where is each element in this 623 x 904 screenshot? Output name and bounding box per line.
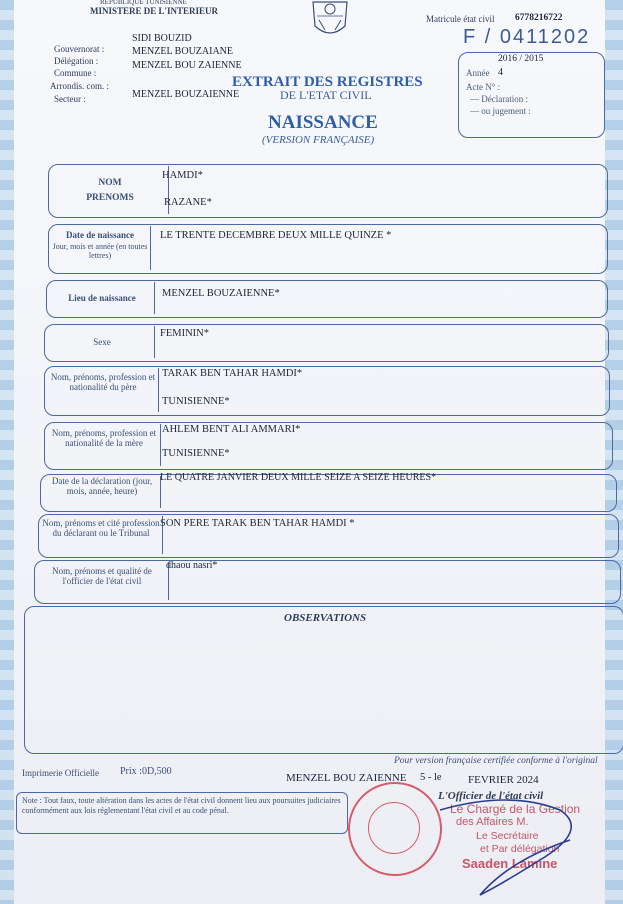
mere-value: AHLEM BENT ALI AMMARI* xyxy=(162,424,301,435)
stamp-line-1: Le Chargé de la Gestion xyxy=(450,802,581,816)
imprimerie: Imprimerie Officielle xyxy=(22,768,100,778)
lieu-signature: MENZEL BOU ZAIENNE xyxy=(286,772,407,784)
declaration-label: Date de la déclaration (jour, mois, année, heure) xyxy=(51,476,153,497)
declarant-label: Nom, prénoms et cité profession du déclarant ou le Tribunal xyxy=(42,518,160,539)
secteur-label: Secteur : xyxy=(54,94,86,104)
date-naissance-sub: Jour, mois et année (en toutes lettres) xyxy=(52,242,148,261)
mere-nationalite: TUNISIENNE* xyxy=(162,448,230,459)
sexe-value: FEMININ* xyxy=(160,328,209,339)
observations-title: OBSERVATIONS xyxy=(284,612,367,624)
prix: Prix :0D,500 xyxy=(120,766,172,777)
republic-text: REPUBLIQUE TUNISIENNE xyxy=(100,0,187,6)
nom-label: NOM xyxy=(98,178,122,188)
year-range: 2016 / 2015 xyxy=(498,54,544,64)
officier-value: dhaou nasri* xyxy=(166,560,218,571)
date-prefix: 5 - le xyxy=(420,772,442,783)
lieu-label: Lieu de naissance xyxy=(68,293,136,303)
row-nom xyxy=(48,164,608,218)
title-extrait: EXTRAIT DES REGISTRES xyxy=(232,74,423,90)
serial-number: F / 0411202 xyxy=(463,26,591,48)
divider xyxy=(154,326,155,358)
arrondis-label: Arrondis. com. : xyxy=(50,81,109,91)
gouvernorat-value: SIDI BOUZID xyxy=(132,33,192,44)
annee-label: Année xyxy=(466,68,490,78)
matricule-value: 6778216722 xyxy=(515,13,563,23)
lieu-value: MENZEL BOUZAIENNE* xyxy=(162,288,280,299)
title-version: (VERSION FRANÇAISE) xyxy=(262,134,375,146)
officier-signature-label: L'Officier de l'état civil xyxy=(438,790,544,802)
title-etat-civil: DE L'ETAT CIVIL xyxy=(280,88,372,102)
observations-box xyxy=(24,606,623,754)
prenom-value: RAZANE* xyxy=(164,197,212,208)
declarant-value: SON PERE TARAK BEN TAHAR HAMDI * xyxy=(160,518,355,529)
coat-of-arms-icon xyxy=(305,0,355,40)
divider xyxy=(154,282,155,314)
note-text: Note : Tout faux, toute altération dans les actes de l'état civil donnent lieu aux poursuites judiciaires conformément aux lois réglementant l'état civil et au code pénal. xyxy=(22,796,341,815)
commune-label: Commune : xyxy=(54,68,97,78)
date-naissance-label: Date de naissance xyxy=(66,230,134,240)
divider xyxy=(160,424,161,466)
certified-text: Pour version française certifiée conforme à l'original xyxy=(394,756,598,766)
commune-value: MENZEL BOU ZAIENNE xyxy=(132,60,242,71)
declaration-option: — Déclaration : xyxy=(470,94,528,104)
pere-nationalite: TUNISIENNE* xyxy=(162,396,230,407)
divider xyxy=(150,226,151,270)
mere-label: Nom, prénoms, profession et nationalité de la mère xyxy=(51,428,157,449)
pere-label: Nom, prénoms, profession et nationalité du père xyxy=(50,372,156,393)
matricule-label: Matricule état civil xyxy=(426,14,495,24)
stamp-line-3: Le Secrétaire xyxy=(476,830,539,842)
jugement-option: — ou jugement : xyxy=(470,106,531,116)
delegation-label: Délégation : xyxy=(54,56,99,66)
nom-value: HAMDI* xyxy=(162,170,203,181)
delegation-value: MENZEL BOUZAIANE xyxy=(132,46,234,57)
annee-value: 4 xyxy=(498,67,503,78)
date-signature: FEVRIER 2024 xyxy=(468,774,539,786)
stamp-line-5: Saaden Lamine xyxy=(462,856,558,871)
signature-icon xyxy=(420,790,600,900)
stamp-line-4: et Par délégation xyxy=(480,843,560,855)
officier-label: Nom, prénoms et qualité de l'officier de l'état civil xyxy=(52,566,152,587)
title-naissance: NAISSANCE xyxy=(268,112,378,133)
date-naissance-value: LE TRENTE DECEMBRE DEUX MILLE QUINZE * xyxy=(160,230,392,241)
seal-emblem-icon xyxy=(368,802,420,854)
left-border-pattern xyxy=(0,0,14,904)
declaration-value: LE QUATRE JANVIER DEUX MILLE SEIZE A SEIZE HEURES* xyxy=(160,472,437,483)
prenoms-label: PRENOMS xyxy=(86,193,134,203)
divider xyxy=(158,368,159,412)
stamp-line-2: des Affaires M. xyxy=(456,816,529,828)
emblem xyxy=(305,0,355,40)
secteur-value: MENZEL BOUZAIENNE xyxy=(132,89,240,100)
acte-label: Acte N° : xyxy=(466,82,501,92)
sexe-label: Sexe xyxy=(93,337,111,347)
ministry-text: MINISTERE DE L'INTERIEUR xyxy=(90,6,219,16)
gouvernorat-label: Gouvernorat : xyxy=(54,44,105,54)
pere-value: TARAK BEN TAHAR HAMDI* xyxy=(162,368,303,379)
